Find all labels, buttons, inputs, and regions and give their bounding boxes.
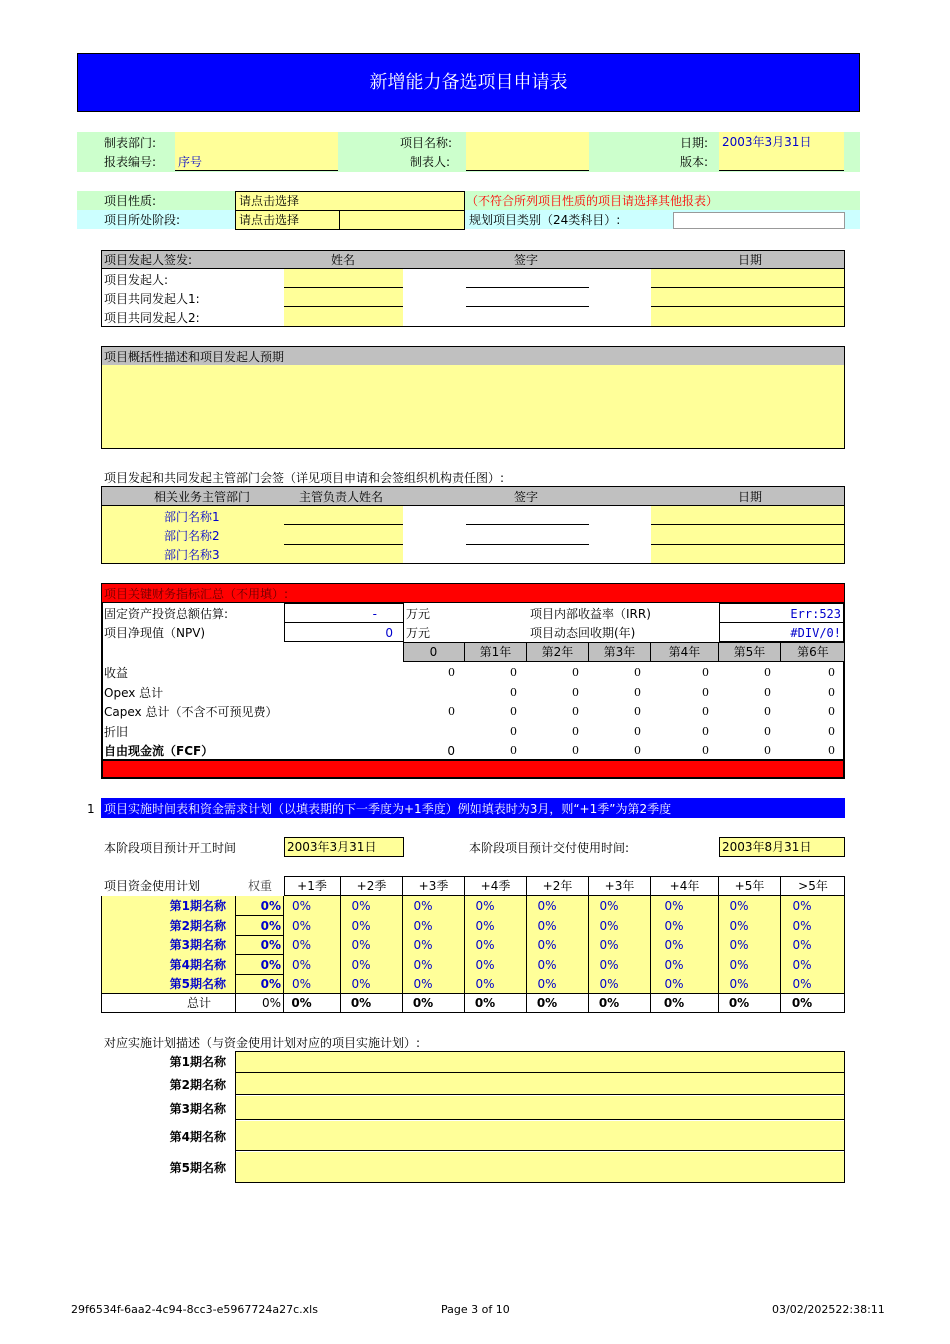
- countersign-line[interactable]: [651, 524, 844, 525]
- col-sep: [718, 896, 719, 1013]
- finance-cell: 0: [764, 725, 771, 738]
- finance-cell: 0: [828, 686, 835, 699]
- countersign-line[interactable]: [466, 524, 589, 525]
- period-header-cell: +3季: [403, 876, 465, 896]
- plan-desc-label: 第1期名称: [169, 1055, 226, 1069]
- countersign-line[interactable]: [651, 544, 844, 545]
- dept-input[interactable]: [175, 132, 338, 152]
- total-cell: 0%: [474, 996, 496, 1010]
- col-sep: [780, 896, 781, 1013]
- funding-cell[interactable]: 0%: [792, 957, 812, 972]
- plan-label: 项目资金使用计划: [104, 879, 201, 893]
- version-label: 版本:: [680, 155, 709, 169]
- funding-cell[interactable]: 0%: [291, 977, 312, 991]
- funding-cell[interactable]: 0%: [599, 938, 619, 952]
- funding-cell[interactable]: 0%: [413, 977, 433, 991]
- col-sep: [526, 896, 527, 1013]
- finance-cell: 0: [702, 744, 709, 757]
- funding-cell[interactable]: 0%: [475, 899, 495, 913]
- payback-value: #DIV/0!: [790, 626, 841, 640]
- stage-value: 请点击选择: [239, 213, 300, 227]
- total-cell: 0%: [412, 996, 434, 1010]
- sponsor-date-line-2[interactable]: [651, 306, 844, 307]
- funding-row-label: 第5期名称: [169, 977, 226, 991]
- funding-cell[interactable]: 0%: [537, 938, 557, 952]
- weight-header: 权重: [248, 879, 273, 893]
- funding-row-weight[interactable]: 0%: [260, 938, 281, 952]
- report-no-input[interactable]: [175, 152, 338, 171]
- total-label: 总计: [186, 996, 211, 1010]
- finance-cell: 0: [510, 725, 517, 738]
- npv-unit: 万元: [406, 626, 431, 640]
- funding-cell[interactable]: 0%: [792, 918, 812, 933]
- funding-cell[interactable]: 0%: [729, 918, 749, 933]
- funding-cell[interactable]: 0%: [599, 977, 619, 991]
- period-header-cell: +2季: [341, 876, 403, 896]
- date-value: 2003年3月31日: [722, 135, 812, 149]
- finance-year-3: 第3年: [589, 642, 651, 662]
- stage-divider: [339, 211, 340, 229]
- finance-cell: 0: [702, 686, 709, 699]
- countersign-dept-col: [102, 506, 403, 563]
- sponsor-date-col: [651, 269, 844, 326]
- sponsor-row-label: 项目发起人:: [104, 273, 169, 287]
- finance-year-2: 第2年: [527, 642, 589, 662]
- total-cell: 0%: [350, 996, 372, 1010]
- desc-head: 项目概括性描述和项目发起人预期: [104, 350, 285, 364]
- finance-cell: 0: [634, 666, 641, 679]
- plan-desc-input[interactable]: [236, 1073, 844, 1095]
- countersign-dept-name: 部门名称2: [164, 529, 220, 543]
- finance-cell: 0: [572, 744, 579, 757]
- sponsor-col-date: 日期: [738, 253, 763, 267]
- period-header-cell: +2年: [527, 876, 589, 896]
- dept-label: 制表部门:: [104, 136, 157, 150]
- total-cell: 0%: [598, 996, 620, 1010]
- funding-cell[interactable]: 0%: [599, 957, 619, 972]
- funding-cell[interactable]: 0%: [351, 957, 371, 972]
- capex-estimate-value-box: [284, 603, 404, 623]
- plan-desc-label: 第5期名称: [169, 1160, 226, 1175]
- funding-cell[interactable]: 0%: [291, 918, 312, 933]
- npv-value: 0: [385, 626, 393, 640]
- version-input[interactable]: [719, 152, 844, 171]
- sponsor-col-name: 姓名: [331, 253, 356, 267]
- plan-desc-input[interactable]: [236, 1152, 844, 1182]
- finance-year-0: 0: [403, 642, 465, 662]
- finance-cell: 0: [634, 744, 641, 757]
- funding-cell[interactable]: 0%: [664, 899, 684, 913]
- funding-row-weight[interactable]: 0%: [260, 977, 281, 991]
- funding-cell[interactable]: 0%: [537, 918, 557, 933]
- funding-row-weight[interactable]: 0%: [260, 957, 281, 972]
- countersign-date-col: [651, 506, 844, 563]
- funding-cell[interactable]: 0%: [537, 899, 557, 913]
- finance-cell: 0: [764, 744, 771, 757]
- finance-cell: 0: [572, 666, 579, 679]
- schedule-number: 1: [87, 802, 95, 816]
- finance-cell: 0: [828, 725, 835, 738]
- delivery-date-input[interactable]: [719, 837, 845, 857]
- funding-cell[interactable]: 0%: [413, 938, 433, 952]
- title-bar: [77, 53, 860, 112]
- total-cell: 0%: [536, 996, 558, 1010]
- finance-cell: 0: [572, 686, 579, 699]
- funding-row-weight[interactable]: 0%: [260, 918, 281, 933]
- funding-cell[interactable]: 0%: [729, 938, 749, 952]
- total-cell: 0%: [663, 996, 685, 1010]
- finance-row-label: 自由现金流（FCF）: [104, 744, 214, 758]
- funding-cell[interactable]: 0%: [413, 899, 433, 913]
- countersign-col-date: 日期: [738, 490, 763, 504]
- sponsor-head: 项目发起人签发:: [104, 253, 193, 267]
- finance-cell: 0: [702, 725, 709, 738]
- finance-cell: 0: [634, 725, 641, 738]
- finance-cell: 0: [448, 705, 455, 718]
- start-label: 本阶段项目预计开工时间: [104, 841, 237, 855]
- plan-desc-input[interactable]: [236, 1052, 844, 1073]
- funding-cell[interactable]: 0%: [351, 899, 371, 913]
- finance-footer-bar: [101, 759, 845, 779]
- plan-desc-input[interactable]: [236, 1121, 844, 1151]
- project-name-input[interactable]: [466, 132, 589, 152]
- stage-label: 项目所处阶段:: [104, 213, 181, 227]
- finance-cell: 0: [828, 705, 835, 718]
- finance-cell: 0: [448, 666, 455, 679]
- funding-cell[interactable]: 0%: [792, 977, 812, 991]
- capex-estimate-value: -: [372, 607, 377, 621]
- stage-select[interactable]: [235, 210, 465, 230]
- plan-desc-label: 第2期名称: [169, 1077, 226, 1092]
- funding-cell[interactable]: 0%: [729, 899, 749, 913]
- funding-row-label: 第1期名称: [169, 899, 226, 913]
- funding-cell[interactable]: 0%: [664, 977, 684, 991]
- finance-year-6: 第6年: [797, 645, 829, 659]
- sponsor-name-line-1[interactable]: [284, 287, 403, 288]
- finance-cell: 0: [572, 705, 579, 718]
- finance-cell: 0: [510, 666, 517, 679]
- footer-file: 29f6534f-6aa2-4c94-8cc3-e5967724a27c.xls: [71, 1303, 318, 1316]
- finance-row-label: Capex 总计（不含不可预见费）: [104, 705, 278, 719]
- irr-value-box: [719, 603, 845, 623]
- col-sep: [464, 896, 465, 1013]
- row-sep: [235, 915, 284, 916]
- finance-cell: 0: [764, 705, 771, 718]
- funding-cell[interactable]: 0%: [664, 918, 684, 933]
- irr-value: Err:523: [790, 607, 841, 621]
- period-header-cell: +4季: [465, 876, 527, 896]
- irr-label: 项目内部收益率（IRR): [530, 607, 651, 621]
- total-cell: 0%: [791, 996, 813, 1010]
- countersign-dept-name: 部门名称3: [164, 548, 220, 562]
- finance-year-5: 第5年: [719, 642, 781, 662]
- capex-estimate-label: 固定资产投资总额估算:: [104, 607, 229, 621]
- plan-desc-intro: 对应实施计划描述（与资金使用计划对应的项目实施计划）:: [104, 1036, 421, 1050]
- start-date-value: 2003年3月31日: [287, 840, 377, 854]
- funding-cell[interactable]: 0%: [664, 938, 684, 952]
- category-label: 规划项目类别（24类科目）:: [469, 213, 621, 227]
- sponsor-date-line-1[interactable]: [651, 287, 844, 288]
- npv-label: 项目净现值（NPV): [104, 626, 206, 640]
- funding-row-label: 第2期名称: [169, 918, 226, 933]
- finance-cell: 0: [702, 666, 709, 679]
- plan-desc-label: 第3期名称: [169, 1101, 226, 1116]
- funding-cell[interactable]: 0%: [599, 899, 619, 913]
- date-label: 日期:: [680, 136, 709, 150]
- period-header-cell: +1季: [284, 876, 341, 896]
- funding-cell[interactable]: 0%: [413, 918, 433, 933]
- funding-row-label: 第4期名称: [169, 957, 226, 972]
- period-header-cell: >5年: [798, 879, 828, 893]
- countersign-line[interactable]: [284, 524, 403, 525]
- funding-cell[interactable]: 0%: [291, 957, 312, 972]
- sponsor-header: [101, 250, 845, 269]
- col-sep: [650, 896, 651, 1013]
- funding-cell[interactable]: 0%: [475, 957, 495, 972]
- page-title: 新增能力备选项目申请表: [369, 71, 568, 93]
- countersign-col-sign: 签字: [514, 490, 539, 504]
- total-row-line: [101, 993, 845, 994]
- row-sep: [235, 974, 284, 975]
- total-cell: 0%: [728, 996, 750, 1010]
- row-sep: [235, 954, 284, 955]
- funding-cell[interactable]: 0%: [729, 977, 749, 991]
- sponsor-row-label: 项目共同发起人2:: [104, 311, 200, 325]
- footer-page: Page 3 of 10: [441, 1303, 510, 1316]
- sponsor-sign-line-2[interactable]: [466, 306, 589, 307]
- sponsor-col-sign: 签字: [514, 253, 539, 267]
- payback-label: 项目动态回收期(年): [530, 626, 636, 640]
- plan-desc-input[interactable]: [236, 1096, 844, 1120]
- delivery-date-value: 2003年8月31日: [722, 840, 812, 854]
- countersign-col-dept: 相关业务主管部门: [154, 490, 251, 504]
- maker-input[interactable]: [466, 152, 589, 171]
- nature-value: 请点击选择: [239, 194, 300, 208]
- funding-cell[interactable]: 0%: [413, 957, 433, 972]
- countersign-intro: 项目发起和共同发起主管部门会签（详见项目申请和会签组织机构责任图）:: [104, 471, 505, 485]
- period-header-cell: +3年: [589, 876, 651, 896]
- finance-cell: 0: [764, 666, 771, 679]
- countersign-sign-col: [403, 506, 651, 563]
- finance-row-label: 收益: [104, 666, 129, 680]
- funding-cell[interactable]: 0%: [475, 918, 495, 933]
- sponsor-row-label: 项目共同发起人1:: [104, 292, 200, 306]
- col-sep: [340, 896, 341, 1013]
- finance-cell: 0: [702, 705, 709, 718]
- finance-cell: 0: [447, 744, 455, 758]
- period-header-cell: +4年: [651, 876, 719, 896]
- funding-cell[interactable]: 0%: [351, 977, 371, 991]
- sponsor-name-line-2[interactable]: [284, 306, 403, 307]
- project-name-label: 项目名称:: [400, 136, 453, 150]
- finance-cell: 0: [634, 686, 641, 699]
- finance-cell: 0: [572, 725, 579, 738]
- report-no-label: 报表编号:: [104, 155, 157, 169]
- capex-unit: 万元: [406, 607, 431, 621]
- finance-row-label: Opex 总计: [104, 686, 164, 700]
- funding-cell[interactable]: 0%: [537, 977, 557, 991]
- finance-cell: 0: [828, 744, 835, 757]
- col-sep: [402, 896, 403, 1013]
- finance-row-label: 折旧: [104, 725, 129, 739]
- countersign-line[interactable]: [284, 544, 403, 545]
- funding-cell[interactable]: 0%: [351, 918, 371, 933]
- funding-cell[interactable]: 0%: [792, 899, 812, 913]
- funding-cell[interactable]: 0%: [351, 938, 371, 952]
- delivery-label: 本阶段项目预计交付使用时间:: [469, 841, 630, 855]
- plan-desc-label: 第4期名称: [169, 1129, 226, 1144]
- countersign-col-manager: 主管负责人姓名: [299, 490, 384, 504]
- funding-cell[interactable]: 0%: [599, 918, 619, 933]
- funding-row-weight[interactable]: 0%: [260, 899, 281, 913]
- nature-select[interactable]: [235, 191, 465, 211]
- finance-head: 项目关键财务指标汇总（不用填）:: [104, 587, 289, 601]
- start-date-input[interactable]: [284, 837, 404, 857]
- row-sep: [235, 935, 284, 936]
- funding-cell[interactable]: 0%: [475, 938, 495, 952]
- maker-label: 制表人:: [410, 155, 451, 169]
- schedule-head: 项目实施时间表和资金需求计划（以填表期的下一季度为+1季度）例如填表时为3月，则“+1季”为第2季度: [104, 802, 672, 816]
- funding-row-label: 第3期名称: [169, 938, 226, 952]
- funding-cell[interactable]: 0%: [729, 957, 749, 972]
- npv-value-box: [284, 622, 404, 642]
- period-header-cell: +5年: [719, 876, 781, 896]
- footer-timestamp: 03/02/202522:38:11: [772, 1303, 885, 1316]
- sponsor-name-col: [284, 269, 403, 326]
- finance-cell: 0: [510, 705, 517, 718]
- finance-year-4: 第4年: [651, 642, 719, 662]
- funding-cell[interactable]: 0%: [291, 938, 312, 952]
- nature-label: 项目性质:: [104, 194, 157, 208]
- desc-textarea[interactable]: [101, 365, 845, 449]
- funding-cell[interactable]: 0%: [664, 957, 684, 972]
- report-no-value: 序号: [178, 155, 203, 169]
- total-cell: 0%: [291, 996, 312, 1010]
- col-sep: [588, 896, 589, 1013]
- sponsor-sign-line-1[interactable]: [466, 287, 589, 288]
- finance-cell: 0: [764, 686, 771, 699]
- funding-cell[interactable]: 0%: [537, 957, 557, 972]
- countersign-dept-name: 部门名称1: [164, 510, 220, 524]
- date-input[interactable]: [719, 132, 844, 152]
- finance-year-1: 第1年: [465, 642, 527, 662]
- category-input[interactable]: [673, 212, 845, 229]
- payback-value-box: [719, 622, 845, 642]
- countersign-line[interactable]: [466, 544, 589, 545]
- finance-cell: 0: [510, 686, 517, 699]
- total-weight: 0%: [261, 996, 281, 1010]
- finance-cell: 0: [828, 666, 835, 679]
- funding-cell[interactable]: 0%: [475, 977, 495, 991]
- finance-cell: 0: [634, 705, 641, 718]
- nature-note: （不符合所列项目性质的项目请选择其他报表）: [466, 194, 719, 208]
- funding-cell[interactable]: 0%: [291, 899, 312, 913]
- funding-cell[interactable]: 0%: [792, 938, 812, 952]
- finance-cell: 0: [510, 744, 517, 757]
